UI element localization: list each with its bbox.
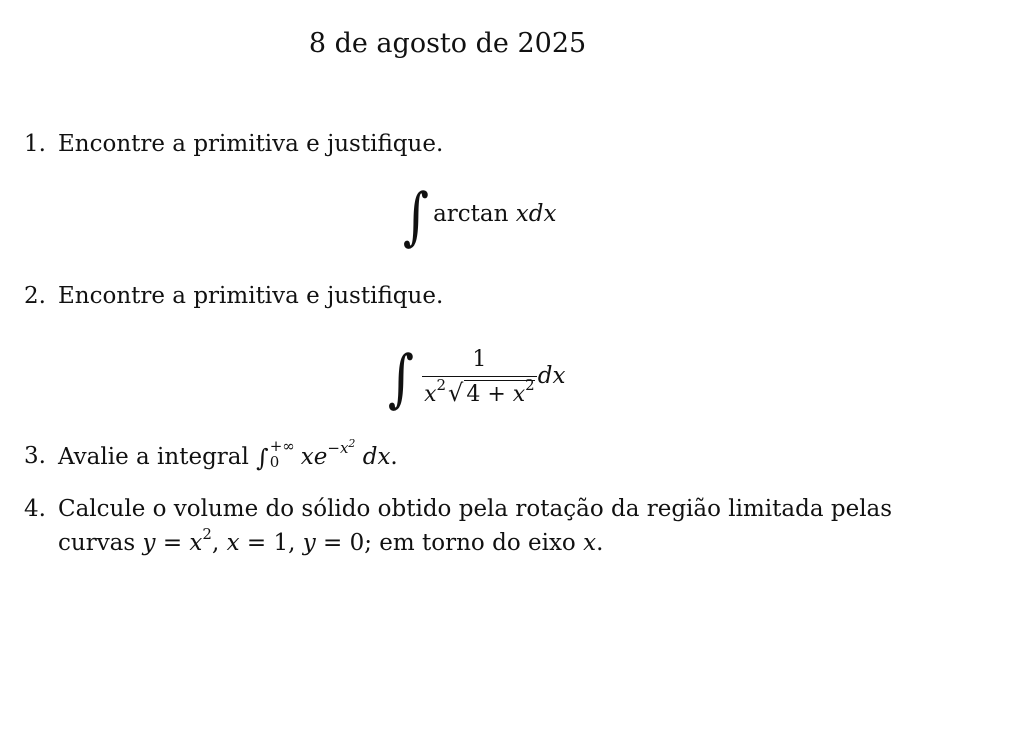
integrand-variable: x [515,201,529,227]
differential: dx [537,363,566,389]
item-2-formula [388,340,565,416]
exponent: −x2 [327,437,356,457]
item-4-line-2: curvas $y = x^2$, x = 1, y = 0; em torno do eixo x. [58,525,604,556]
item-4-number: 4. [24,496,46,522]
item-4-line-1: Calcule o volume do sólido obtido pela rotação da região limitada pelas [58,496,893,522]
item-1-formula [403,179,557,253]
item-1-number: 1. [24,131,46,157]
arctan-function: arctan [433,201,509,227]
square-root: $4 + x^2$ [464,380,534,410]
integral-sign: ∫ [403,179,430,253]
integral-sign: ∫ [256,444,269,472]
integral-sign: ∫ [388,341,415,415]
item-1-text: Encontre a primitiva e justifique. [58,131,444,157]
document-date: 8 de agosto de 2025 [308,28,587,59]
item-3-number: 3. [24,443,46,469]
integral-limits [270,438,295,470]
integrand [433,201,556,227]
item-3-text: Avalie a integral ∫ +∞ 0 $xe^{-x^2}$ dx. [58,437,398,472]
differential: dx [528,201,557,227]
fraction [422,346,537,410]
fraction-denominator: $x^2√$ $4 + x^2$ [422,376,537,410]
item-2-number: 2. [24,283,46,309]
fraction-numerator: 1 [472,347,487,372]
lower-limit: 0 [269,453,280,471]
upper-limit: +∞ [269,437,295,455]
item-2-text: Encontre a primitiva e justifique. [58,283,444,309]
radical-icon: √ [448,379,464,407]
